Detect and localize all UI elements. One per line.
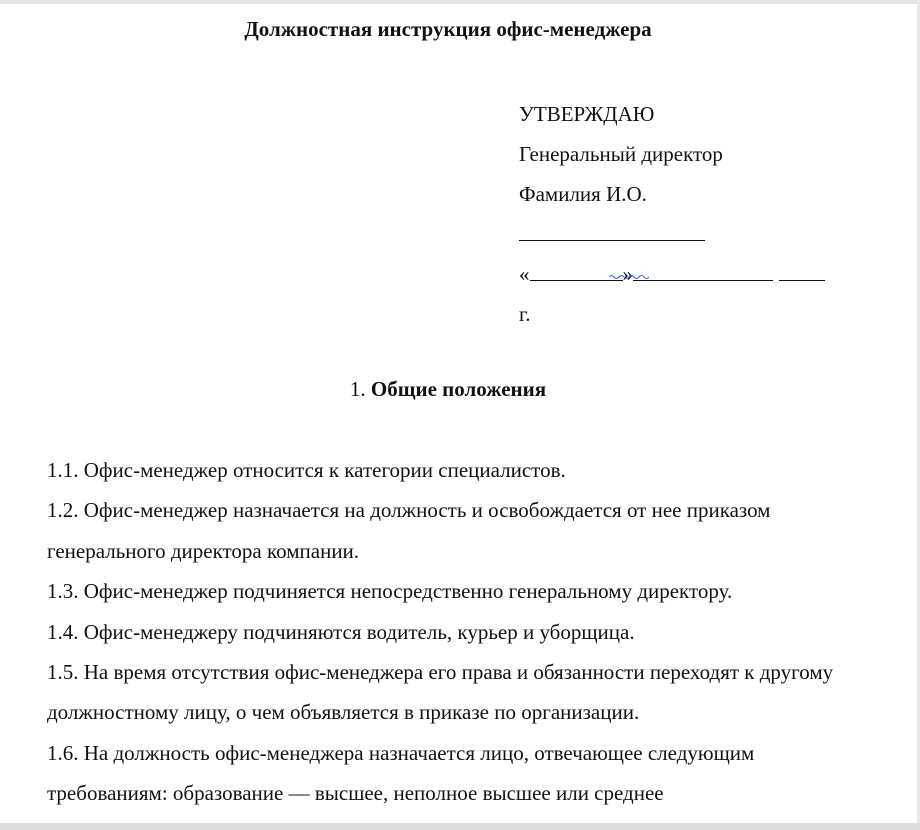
quote-open: « (519, 262, 530, 286)
page-top-edge (0, 0, 920, 4)
signature-blank (519, 218, 705, 241)
paragraph-1-1: 1.1. Офис-менеджер относится к категории специалистов. (47, 458, 566, 482)
approver-name: Фамилия И.О. (519, 182, 647, 206)
date-line (519, 254, 859, 294)
approver-position: Генеральный директор (519, 142, 723, 166)
paragraph-1-6: 1.6. На должность офис-менеджера назначается лицо, отвечающее следующим требованиям: образование — высшее, неполное высшее или среднее (47, 740, 755, 806)
section-number: 1. (349, 377, 366, 401)
approval-block (519, 94, 859, 334)
paragraph-1-2: 1.2. Офис-менеджер назначается на должность и освобождается от нее приказом генерального директора компании. (47, 498, 771, 563)
approve-label: УТВЕРЖДАЮ (519, 102, 655, 126)
section-title: Общие положения (370, 377, 547, 401)
page-bottom-edge (0, 823, 920, 830)
paragraph-1-5: 1.5. На время отсутствия офис-менеджера его права и обязанности переходят к другому должностному лицу, о чем объявляется в приказе по организации. (47, 660, 834, 725)
section-heading (0, 376, 896, 402)
document-title: Должностная инструкция офис-менеджера (244, 17, 652, 41)
signature-line (519, 214, 859, 254)
paragraph-1-4: 1.4. Офис-менеджеру подчиняются водитель, курьер и уборщица. (47, 619, 635, 644)
year-suffix: г. (519, 302, 531, 326)
quote-close: » (622, 262, 633, 286)
month-blank (633, 260, 773, 281)
section-body (47, 450, 847, 814)
spellcheck-squiggle (609, 274, 649, 280)
year-blank (779, 260, 825, 281)
paragraph-1-3: 1.3. Офис-менеджер подчиняется непосредственно генеральному директору. (47, 579, 733, 604)
